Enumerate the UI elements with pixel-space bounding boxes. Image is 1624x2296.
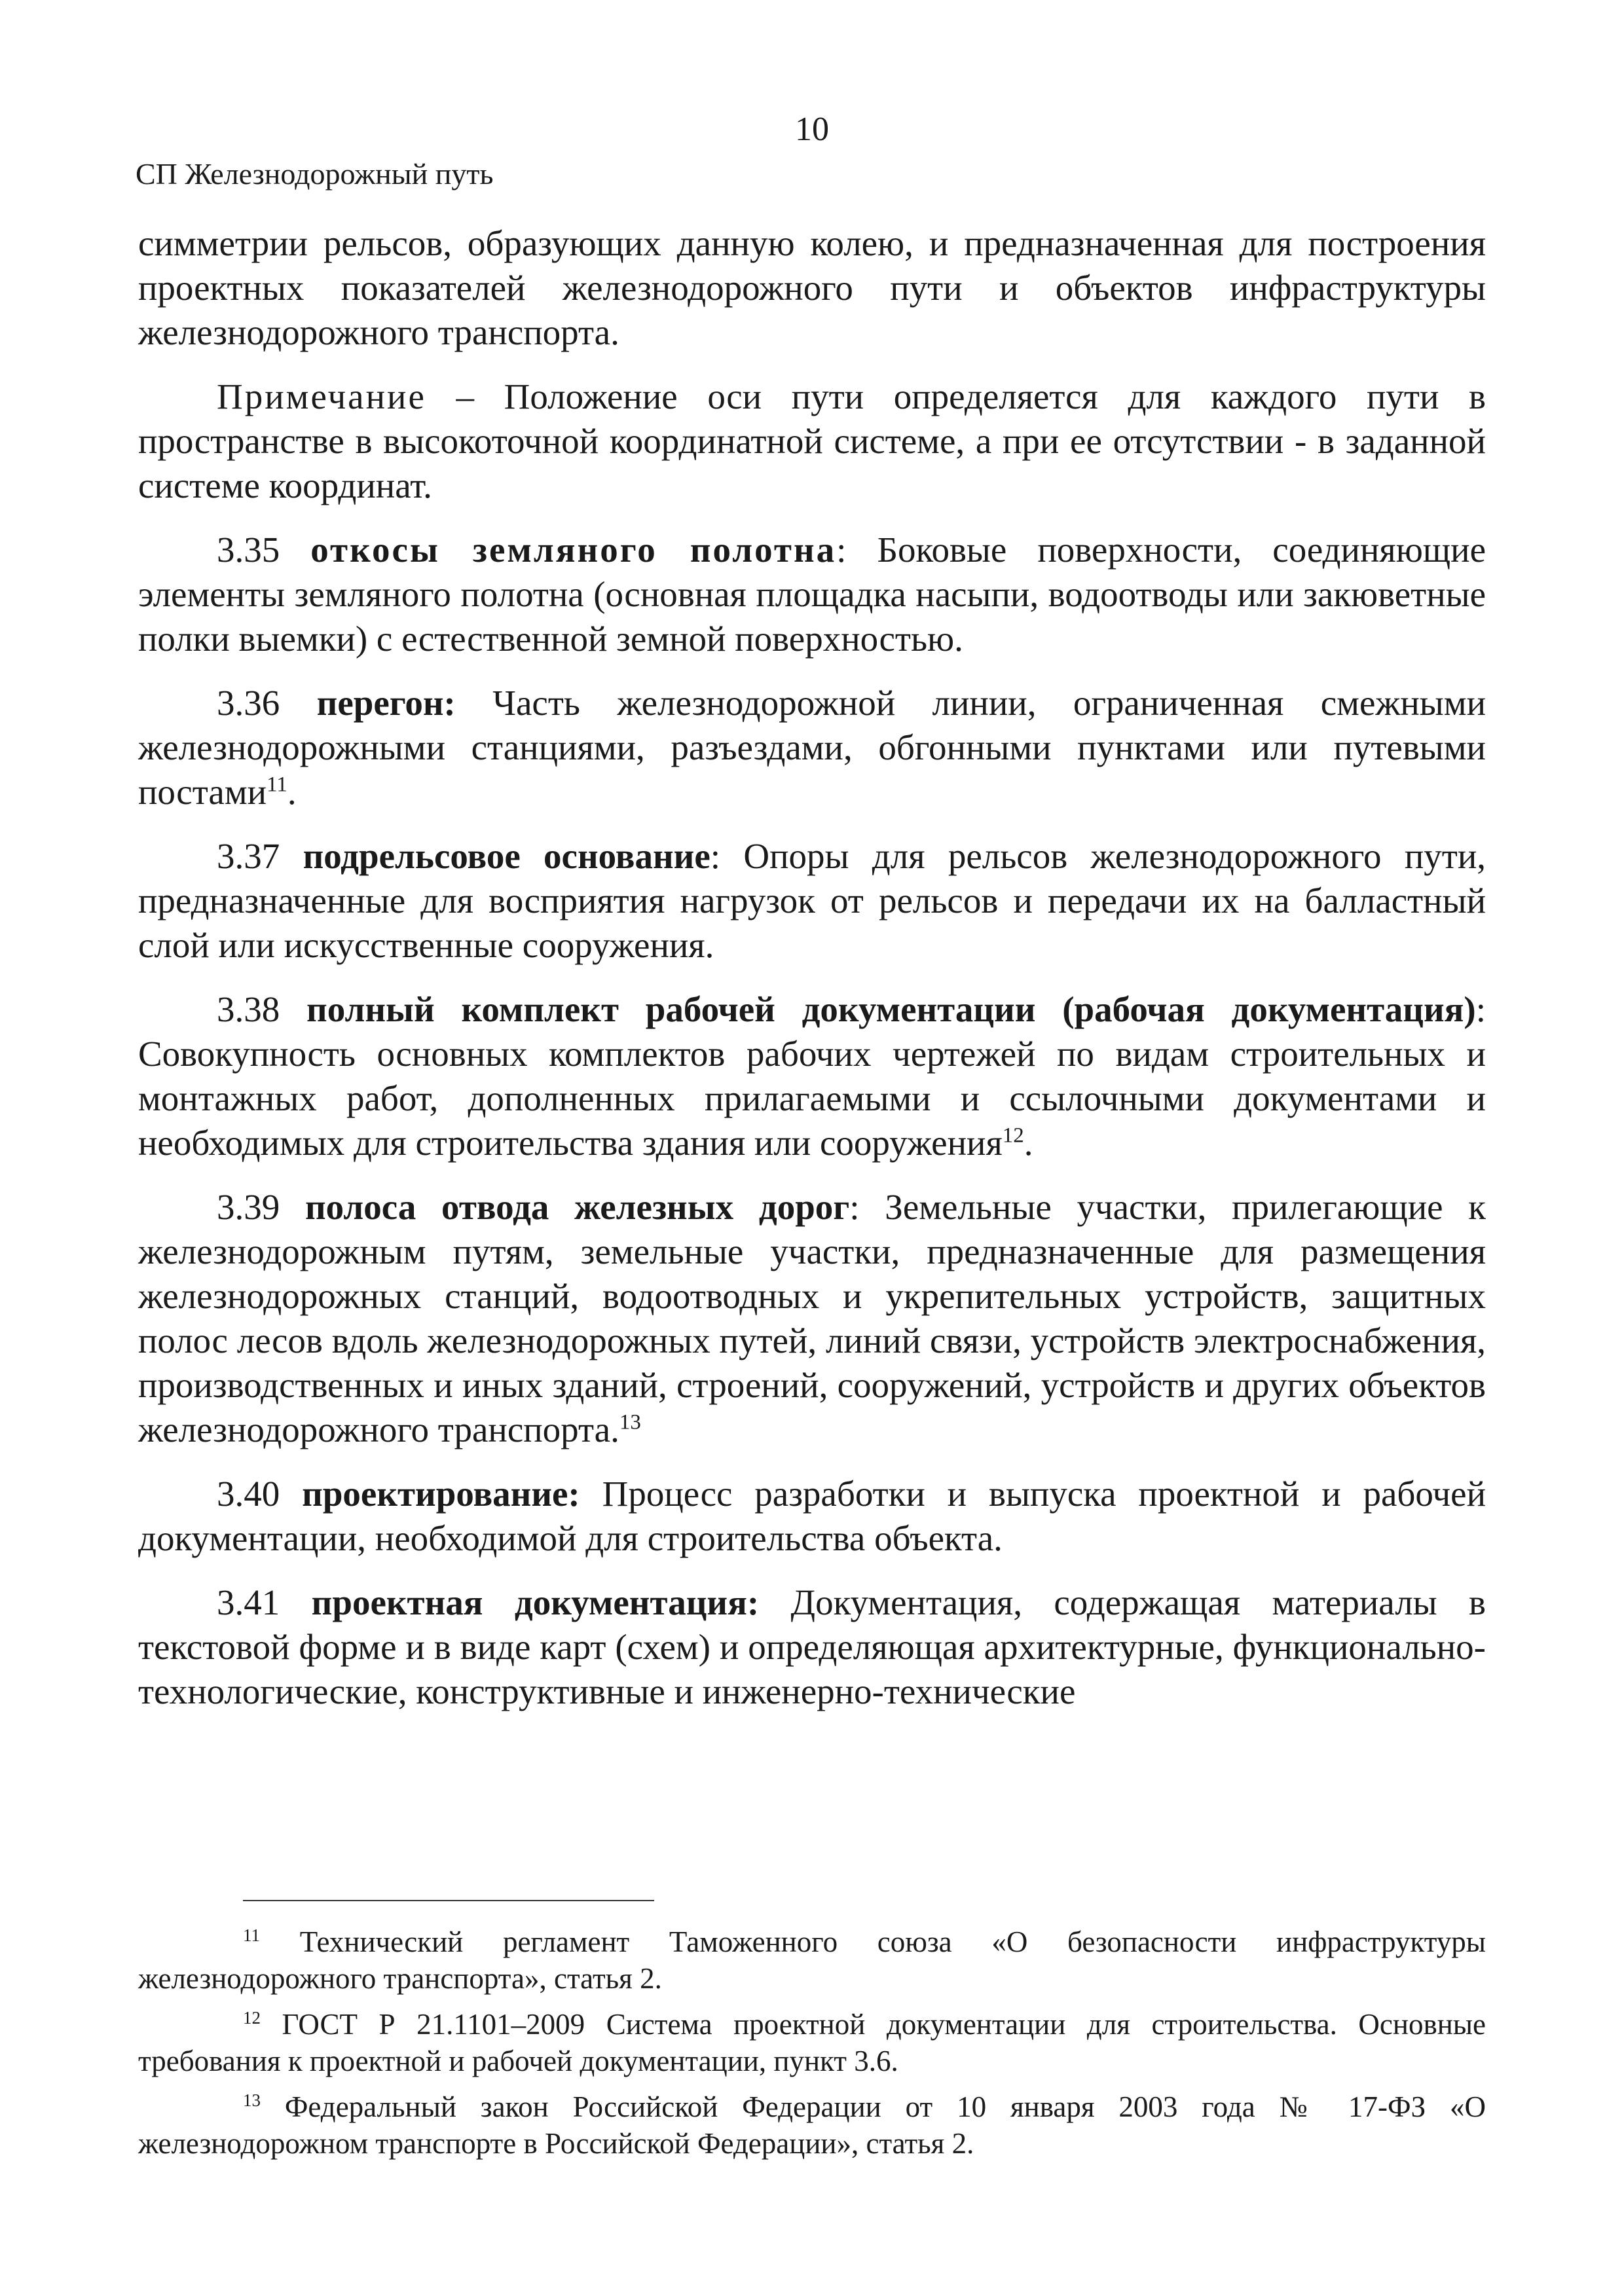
term-3-40: [138, 1472, 1486, 1561]
footnote-reference: 13: [619, 1410, 641, 1434]
term-definition: : Боковые поверхности, соединяющие элементы земляного полотна (основная площадка насыпи, водоотводы или закюветные полки выемки) с естественной земной поверхностью.: [138, 530, 1486, 659]
term-number: 3.39: [217, 1187, 280, 1227]
term-tail: .: [287, 772, 297, 812]
term-title: перегон:: [316, 683, 456, 723]
term-definition: : Совокупность основных комплектов рабочих чертежей по видам строительных и монтажных работ, дополненных прилагаемыми и ссылочными документами и необходимых для строительства здания или сооружения: [138, 989, 1486, 1163]
footnote-reference: 12: [1002, 1123, 1024, 1148]
term-number: 3.40: [217, 1474, 280, 1514]
footnote-12: [138, 2006, 1486, 2079]
term-number: 3.41: [217, 1582, 280, 1622]
term-title: полный комплект рабочей документации (рабочая документация): [306, 989, 1476, 1029]
term-title: проектная документация:: [311, 1582, 760, 1622]
term-title: подрельсовое основание: [303, 836, 710, 876]
footnotes: [138, 1923, 1486, 2171]
continuation-paragraph: симметрии рельсов, образующих данную колею, и предназначенная для построения проектных показателей железнодорожного пути и объектов инфраструктуры железнодорожного транспорта.: [138, 223, 1486, 352]
term-3-35: [138, 528, 1486, 661]
footnote-mark: 11: [243, 1925, 260, 1945]
footnote-reference: 11: [267, 773, 287, 797]
page-number: 10: [795, 111, 829, 148]
footnote-separator: [243, 1900, 654, 1901]
term-3-41: [138, 1580, 1486, 1714]
term-3-39: [138, 1185, 1486, 1452]
footnote-mark: 12: [243, 2008, 261, 2028]
term-definition: Часть железнодорожной линии, ограниченная смежными железнодорожными станциями, разъездами, обгонными пунктами или путевыми постами: [138, 683, 1486, 812]
footnote-11: [138, 1923, 1486, 1997]
footnote-text: ГОСТ Р 21.1101–2009 Система проектной документации для строительства. Основные требования к проектной и рабочей документации, пункт 3.6.: [138, 2008, 1486, 2077]
term-3-37: [138, 834, 1486, 968]
running-header: СП Железнодорожный путь: [136, 157, 494, 191]
note-text: – Положение оси пути определяется для каждого пути в пространстве в высокоточной координатной системе, а при ее отсутствии - в заданной системе координат.: [138, 376, 1486, 505]
term-tail: .: [1024, 1123, 1033, 1163]
term-definition: Документация, содержащая материалы в текстовой форме и в виде карт (схем) и определяющая архитектурные, функционально-технологические, конструктивные и инженерно-технические: [138, 1582, 1486, 1711]
term-number: 3.36: [217, 683, 280, 723]
footnote-text: Федеральный закон Российской Федерации от 10 января 2003 года № 17-ФЗ «О железнодорожном транспорте в Российской Федерации», статья 2.: [138, 2090, 1486, 2160]
footnote-mark: 13: [243, 2090, 261, 2110]
term-3-38: [138, 987, 1486, 1165]
note-paragraph: [138, 374, 1486, 508]
term-title: откосы земляного полотна: [310, 530, 837, 570]
note-label: Примечание: [217, 376, 426, 416]
footnote-text: Технический регламент Таможенного союза «О безопасности инфраструктуры железнодорожного транспорта», статья 2.: [138, 1925, 1486, 1995]
term-definition: : Опоры для рельсов железнодорожного пути, предназначенные для восприятия нагрузок от рельсов и передачи их на балластный слой или искусственные сооружения.: [138, 836, 1486, 965]
term-definition: : Земельные участки, прилегающие к железнодорожным путям, земельные участки, предназначенные для размещения железнодорожных станций, водоотводных и укрепительных устройств, защитных полос лесов вдоль железнодорожных путей, линий связи, устройств электроснабжения, производственных и иных зданий, строений, сооружений, устройств и других объектов железнодорожного транспорта.: [138, 1187, 1486, 1449]
body-text: [138, 221, 1486, 1734]
term-definition: Процесс разработки и выпуска проектной и рабочей документации, необходимой для строительства объекта.: [138, 1474, 1486, 1558]
term-title: проектирование:: [302, 1474, 580, 1514]
term-number: 3.38: [217, 989, 280, 1029]
term-number: 3.37: [217, 836, 280, 876]
term-title: полоса отвода железных дорог: [304, 1187, 850, 1227]
footnote-13: [138, 2088, 1486, 2162]
term-number: 3.35: [217, 530, 280, 570]
term-3-36: [138, 681, 1486, 814]
